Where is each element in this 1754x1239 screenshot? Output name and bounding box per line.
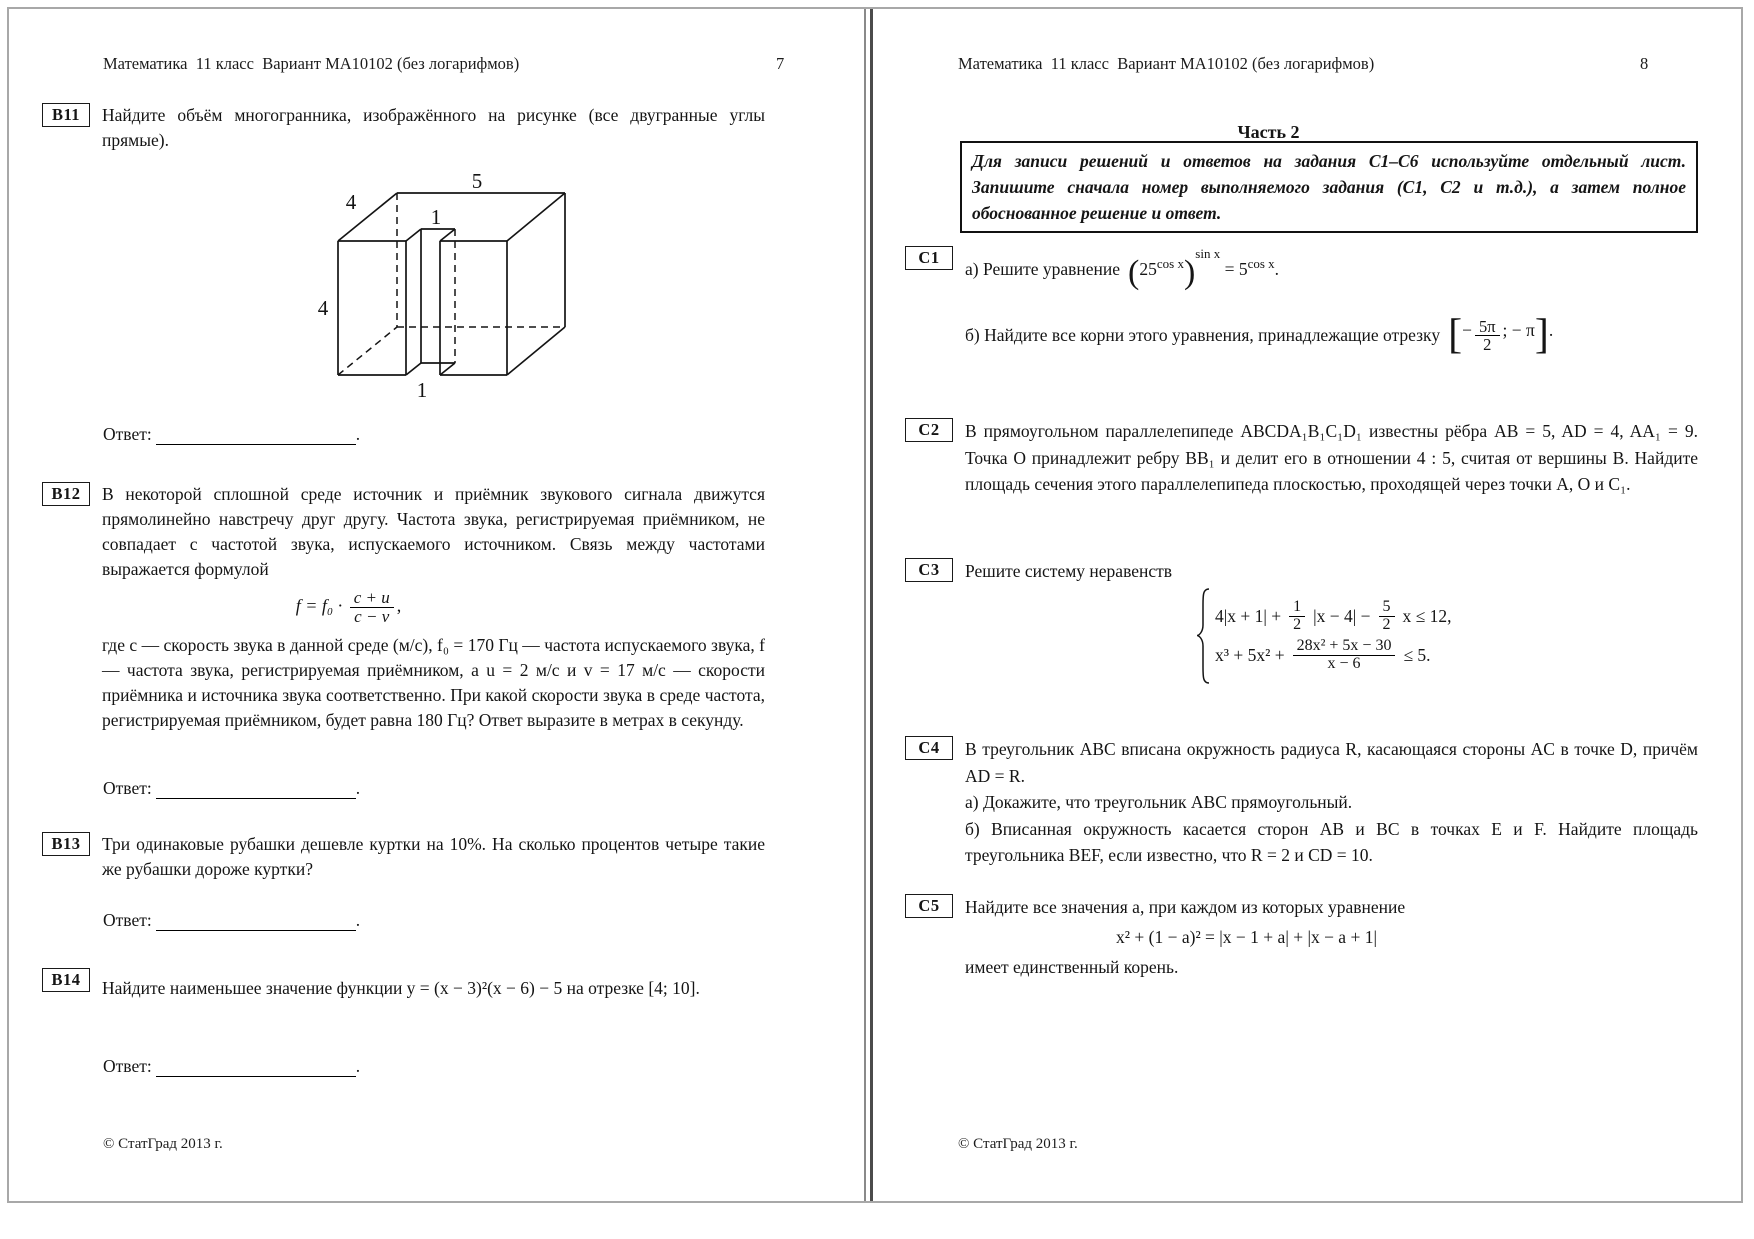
c5-display-formula: x² + (1 − a)² = |x − 1 + a| + |x − a + 1| — [1116, 926, 1377, 947]
problem-c2 — [905, 418, 1698, 498]
ineq2-rational-fraction — [1293, 638, 1396, 673]
c3-inequality-1 — [1215, 599, 1451, 634]
interval-right: − π — [1511, 320, 1535, 340]
figure-label-slot-top-1: 1 — [430, 205, 442, 229]
answer-underline — [156, 915, 356, 931]
fraction-numerator: 5π — [1475, 318, 1500, 336]
c1-equation-a — [1128, 246, 1279, 292]
polyhedron-figure — [295, 138, 615, 408]
problem-label-c2: С2 — [905, 418, 953, 442]
problem-text-b11: Найдите объём многогранника, изображённого на рисунке (все двугранные углы прямые). — [102, 105, 765, 150]
c4-para-3: б) Вписанная окружность касается сторон AB и BC в точках E и F. Найдите площадь треугольника BEF, если известно, что R = 2 и CD = 10. — [965, 818, 1698, 865]
page-divider-line-1 — [864, 9, 866, 1201]
b12-formula-comma: , — [396, 595, 402, 616]
b12-text-2: где c — скорость звука в данной среде (м/с), f₀ = 170 Гц — частота испускаемого звука, f — частота звука, регистрируемая приёмником, а u = 2 м/с и v = 17 м/с — скорости приёмника и источника звука соответственно. При какой скорости звука в среде частота, регистрируемая приёмником, будет равна 180 Гц? Ответ выразите в метрах в секунду. — [102, 635, 765, 731]
answer-label: Ответ: — [103, 1056, 152, 1076]
ineq1-part2: |x − 4| − — [1313, 606, 1371, 627]
c1-item-b-text: б) Найдите все корни этого уравнения, принадлежащие отрезку — [965, 324, 1441, 345]
fraction-denominator: c − v — [354, 607, 390, 627]
answer-line-b12 — [103, 778, 360, 799]
figure-label-top-5: 5 — [471, 169, 483, 193]
ineq1-fraction-five-halves — [1379, 599, 1395, 634]
ineq1-part1: 4|x + 1| + — [1215, 606, 1282, 627]
answer-period: . — [355, 778, 361, 798]
problem-b12 — [42, 482, 765, 733]
part2-instruction-box: Для записи решений и ответов на задания С1–С6 используйте отдельный лист. Запишите сначала номер выполняемого задания (С1, С2 и т.д.), а затем полное обоснованное решение и ответ. — [960, 141, 1698, 233]
problem-b13 — [42, 832, 765, 882]
left-page-header: Математика 11 класс Вариант МА10102 (без логарифмов) — [103, 54, 520, 73]
interval-period: . — [1548, 320, 1554, 340]
right-page-footer: © СтатГрад 2013 г. — [958, 1136, 1078, 1152]
left-page-number: 7 — [776, 54, 785, 73]
problem-b14 — [42, 968, 765, 1001]
answer-period: . — [355, 424, 361, 444]
answer-line-b14 — [103, 1056, 360, 1077]
b12-formula-lhs: f = f₀ · — [295, 595, 343, 616]
problem-c4 — [905, 736, 1698, 869]
fraction-numerator: 1 — [1289, 599, 1305, 617]
problem-text-b13: Три одинаковые рубашки дешевле куртки на 10%. На сколько процентов четыре такие же рубашки дороже куртки? — [102, 834, 765, 879]
equation-rhs: = 5 — [1220, 259, 1248, 279]
answer-underline — [156, 1061, 356, 1077]
problem-label-c3: С3 — [905, 558, 953, 582]
c5-text-2: имеет единственный корень. — [965, 956, 1179, 977]
page-divider-line-2 — [870, 9, 873, 1201]
problem-text-c3: Решите систему неравенств — [965, 561, 1173, 581]
answer-period: . — [355, 1056, 361, 1076]
answer-label: Ответ: — [103, 778, 152, 798]
problem-label-b12: В12 — [42, 482, 90, 506]
inner-exponent: cos x — [1156, 256, 1184, 271]
equation-period: . — [1274, 259, 1280, 279]
big-paren-open: ( — [1128, 254, 1140, 291]
figure-label-slot-bottom-1: 1 — [416, 378, 428, 402]
fraction-denominator: 2 — [1293, 616, 1302, 634]
fraction-denominator: 2 — [1483, 335, 1492, 354]
c1-item-b — [965, 308, 1698, 362]
c5-text-1: Найдите все значения a, при каждом из которых уравнение — [965, 897, 1406, 917]
b12-formula-fraction — [350, 589, 394, 626]
big-paren-close: ) — [1183, 254, 1196, 291]
c1-item-a-text: а) Решите уравнение — [965, 258, 1121, 279]
problem-label-b13: В13 — [42, 832, 90, 856]
problem-label-c4: С4 — [905, 736, 953, 760]
big-bracket-close: ] — [1534, 312, 1549, 358]
b12-display-formula — [102, 589, 765, 626]
fraction-denominator: x − 6 — [1327, 654, 1361, 672]
outer-exponent: sin x — [1195, 246, 1221, 261]
answer-underline — [156, 783, 356, 799]
problem-text-c2: В прямоугольном параллелепипеде ABCDA₁B₁C₁D₁ известны рёбра AB = 5, AD = 4, AA₁ = 9. Точка O принадлежит ребру BB₁ и делит его в отношении 4 : 5, считая от вершины B. Найдите площадь сечения этого параллелепипеда плоскостью, проходящей через точки A, O и C₁. — [965, 421, 1698, 494]
right-page-number: 8 — [1640, 54, 1649, 73]
interval-separator: ; — [1502, 320, 1508, 340]
ineq1-part3: x ≤ 12, — [1402, 606, 1452, 627]
c3-inequality-2 — [1215, 638, 1451, 673]
left-page-footer: © СтатГрад 2013 г. — [103, 1136, 223, 1152]
ineq1-fraction-half — [1289, 599, 1305, 634]
problem-label-c5: С5 — [905, 894, 953, 918]
figure-label-height-4: 4 — [317, 296, 329, 320]
fraction-denominator: 2 — [1382, 616, 1391, 634]
problem-label-b14: В14 — [42, 968, 90, 992]
answer-label: Ответ: — [103, 424, 152, 444]
answer-underline — [156, 429, 356, 445]
system-brace — [1195, 586, 1211, 686]
c1-item-a — [965, 246, 1698, 292]
c4-para-2: а) Докажите, что треугольник ABC прямоугольный. — [965, 792, 1353, 812]
right-page-header: Математика 11 класс Вариант МА10102 (без логарифмов) — [958, 54, 1375, 73]
b12-text-1: В некоторой сплошной среде источник и приёмник звукового сигнала движутся прямолинейно навстречу друг другу. Частота звука, регистрируемая приёмником, не совпадает с частотой звука, испускаемого источником. Связь между частотами выражается формулой — [102, 484, 765, 579]
equation-base: 25 — [1139, 259, 1157, 279]
fraction-numerator: c + u — [350, 589, 394, 608]
fraction-numerator: 28x² + 5x − 30 — [1293, 638, 1396, 656]
problem-c1 — [905, 246, 1698, 362]
problem-c3 — [905, 558, 1698, 585]
big-bracket-open: [ — [1448, 312, 1463, 358]
fraction-numerator: 5 — [1379, 599, 1395, 617]
answer-line-b13 — [103, 910, 360, 931]
rhs-exponent: cos x — [1247, 256, 1275, 271]
part2-heading: Часть 2 — [1237, 122, 1300, 142]
answer-label: Ответ: — [103, 910, 152, 930]
problem-label-c1: С1 — [905, 246, 953, 270]
answer-period: . — [355, 910, 361, 930]
c1-interval — [1448, 311, 1553, 359]
figure-label-depth-4: 4 — [345, 190, 357, 214]
problem-label-b11: В11 — [42, 103, 90, 127]
ineq2-part2: ≤ 5. — [1403, 644, 1431, 665]
interval-minus: − — [1462, 320, 1472, 340]
interval-fraction — [1475, 318, 1500, 354]
c3-system — [1195, 586, 1451, 686]
ineq2-part1: x³ + 5x² + — [1215, 644, 1285, 665]
problem-c5 — [905, 894, 1698, 980]
c4-para-1: В треугольник ABC вписана окружность радиуса R, касающаяся стороны AC в точке D, причём AD = R. — [965, 739, 1698, 786]
answer-line-b11 — [103, 424, 360, 445]
problem-text-b14: Найдите наименьшее значение функции y = (x − 3)²(x − 6) − 5 на отрезке [4; 10]. — [102, 978, 700, 998]
